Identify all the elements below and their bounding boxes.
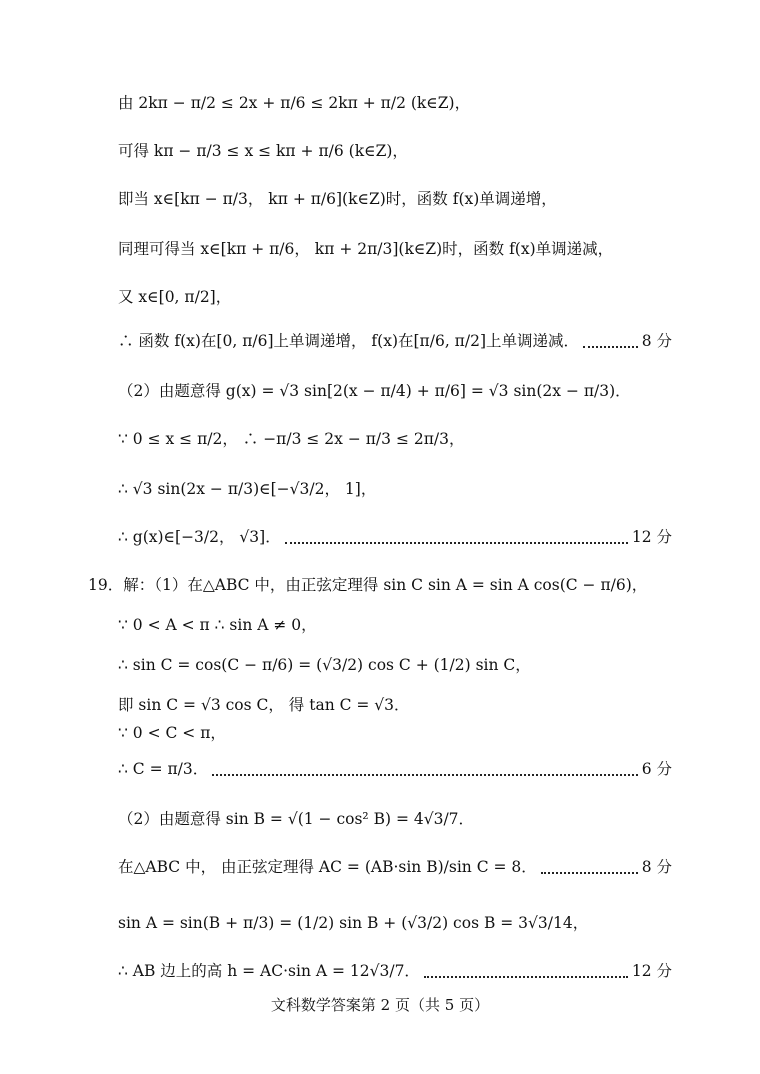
- conclusion-g-range: ∴ g(x)∈[−3/2， √3]．: [118, 528, 281, 546]
- conclusion-AC: 在△ABC 中， 由正弦定理得 AC = (AB·sin B)/sin C = 8．: [118, 858, 537, 876]
- dotted-leader: [285, 542, 628, 544]
- part2-range-step: ∵ 0 ≤ x ≤ π/2， ∴ −π/3 ≤ 2x − π/3 ≤ 2π/3，: [118, 430, 465, 448]
- q19-heading: 19．解：（1）在△ABC 中，由正弦定理得 sin C sin A = sin A cos(C − π/6)，: [88, 576, 648, 594]
- dotted-leader: [212, 774, 637, 776]
- score-label: 12 分: [631, 962, 672, 980]
- q19-step-tanC: 即 sin C = √3 cos C， 得 tan C = √3．: [118, 696, 410, 714]
- step-inequality: 由 2kπ − π/2 ≤ 2x + π/6 ≤ 2kπ + π/2 (k∈Z)，: [118, 94, 471, 112]
- q19-step-C-range: ∵ 0 < C < π，: [118, 724, 226, 742]
- step-domain: 又 x∈[0, π/2]，: [118, 288, 232, 306]
- dotted-leader: [424, 976, 628, 978]
- score-label: 8 分: [641, 332, 672, 350]
- q19-part2-sinB: （2）由题意得 sin B = √(1 − cos² B) = 4√3/7．: [118, 810, 475, 828]
- part2-sin-range: ∴ √3 sin(2x − π/3)∈[−√3/2， 1]，: [118, 480, 377, 498]
- score-label: 8 分: [641, 858, 672, 876]
- dotted-leader: [583, 346, 638, 348]
- score-label: 12 分: [631, 528, 672, 546]
- score-line-12b: [118, 960, 672, 982]
- score-line-6: [118, 758, 672, 780]
- score-label: 6 分: [641, 760, 672, 778]
- score-line-8: [118, 330, 672, 352]
- conclusion-C: ∴ C = π/3．: [118, 760, 209, 778]
- q19-step-sinA: ∵ 0 < A < π ∴ sin A ≠ 0，: [118, 616, 317, 634]
- score-line-8b: [118, 856, 672, 878]
- step-decreasing-interval: 同理可得当 x∈[kπ + π/6， kπ + 2π/3](k∈Z)时，函数 f(x)单调递减，: [118, 240, 614, 258]
- step-solve-x: 可得 kπ − π/3 ≤ x ≤ kπ + π/6 (k∈Z)，: [118, 142, 408, 160]
- page-footer: 文科数学答案第 2 页（共 5 页）: [270, 996, 490, 1014]
- q19-sinA-value: sin A = sin(B + π/3) = (1/2) sin B + (√3/2) cos B = 3√3/14，: [118, 914, 589, 932]
- q19-step-sinC: ∴ sin C = cos(C − π/6) = (√3/2) cos C + (1/2) sin C，: [118, 656, 531, 674]
- dotted-leader: [541, 872, 638, 874]
- score-line-12a: [118, 526, 672, 548]
- conclusion-monotonic: ∴ 函数 f(x)在[0, π/6]上单调递增， f(x)在[π/6, π/2]上单调递减．: [118, 332, 579, 350]
- part2-g-definition: （2）由题意得 g(x) = √3 sin[2(x − π/4) + π/6] = √3 sin(2x − π/3)．: [118, 382, 631, 400]
- step-increasing-interval: 即当 x∈[kπ − π/3， kπ + π/6](k∈Z)时，函数 f(x)单调递增，: [118, 190, 557, 208]
- conclusion-height: ∴ AB 边上的高 h = AC·sin A = 12√3/7．: [118, 962, 420, 980]
